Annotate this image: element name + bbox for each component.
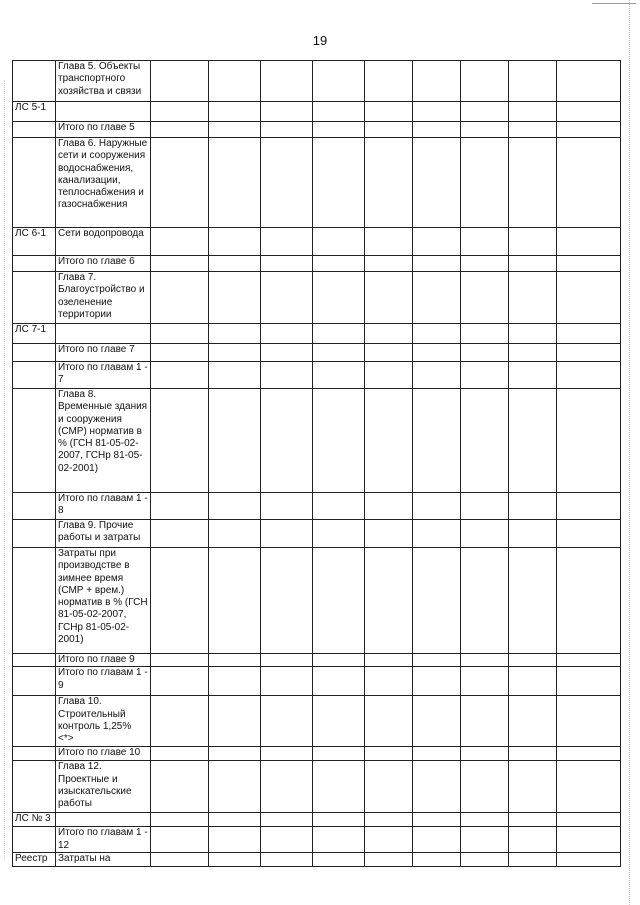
empty-value-cell bbox=[413, 122, 461, 138]
empty-value-cell bbox=[261, 228, 313, 256]
empty-value-cell bbox=[313, 138, 365, 228]
empty-value-cell bbox=[261, 548, 313, 654]
empty-value-cell bbox=[313, 853, 365, 867]
empty-value-cell bbox=[151, 61, 209, 102]
row-code-cell: ЛС 6-1 bbox=[13, 228, 56, 256]
empty-value-cell bbox=[509, 747, 557, 761]
row-code-cell: Реестр bbox=[13, 853, 56, 867]
empty-value-cell bbox=[209, 761, 261, 813]
empty-value-cell bbox=[509, 272, 557, 324]
row-code-cell bbox=[13, 138, 56, 228]
empty-value-cell bbox=[557, 389, 621, 493]
empty-value-cell bbox=[413, 324, 461, 344]
empty-value-cell bbox=[151, 344, 209, 362]
row-code-cell bbox=[13, 827, 56, 853]
empty-value-cell bbox=[209, 667, 261, 696]
empty-value-cell bbox=[151, 667, 209, 696]
table-row bbox=[13, 654, 621, 667]
empty-value-cell bbox=[209, 696, 261, 747]
row-name-cell bbox=[56, 813, 151, 827]
empty-value-cell bbox=[365, 344, 413, 362]
empty-value-cell bbox=[261, 667, 313, 696]
page-number: 19 bbox=[312, 33, 328, 48]
table-row bbox=[13, 272, 621, 324]
empty-value-cell bbox=[261, 520, 313, 548]
row-code-cell bbox=[13, 761, 56, 813]
empty-value-cell bbox=[209, 122, 261, 138]
empty-value-cell bbox=[151, 122, 209, 138]
empty-value-cell bbox=[413, 389, 461, 493]
empty-value-cell bbox=[509, 102, 557, 122]
empty-value-cell bbox=[461, 344, 509, 362]
row-code-cell bbox=[13, 667, 56, 696]
empty-value-cell bbox=[413, 61, 461, 102]
empty-value-cell bbox=[365, 256, 413, 272]
table-row bbox=[13, 122, 621, 138]
empty-value-cell bbox=[313, 667, 365, 696]
empty-value-cell bbox=[413, 256, 461, 272]
row-name-cell: Итого по главам 1 - 8 bbox=[56, 493, 151, 520]
row-name-cell: Сети водопровода bbox=[56, 228, 151, 256]
empty-value-cell bbox=[461, 667, 509, 696]
empty-value-cell bbox=[461, 493, 509, 520]
empty-value-cell bbox=[313, 324, 365, 344]
row-code-cell bbox=[13, 654, 56, 667]
empty-value-cell bbox=[313, 61, 365, 102]
empty-value-cell bbox=[151, 761, 209, 813]
empty-value-cell bbox=[209, 362, 261, 389]
empty-value-cell bbox=[557, 493, 621, 520]
row-name-cell: Глава 9. Прочие работы и затраты bbox=[56, 520, 151, 548]
empty-value-cell bbox=[151, 827, 209, 853]
empty-value-cell bbox=[261, 813, 313, 827]
empty-value-cell bbox=[509, 761, 557, 813]
empty-value-cell bbox=[261, 256, 313, 272]
empty-value-cell bbox=[261, 138, 313, 228]
empty-value-cell bbox=[557, 813, 621, 827]
empty-value-cell bbox=[413, 654, 461, 667]
table-row bbox=[13, 747, 621, 761]
empty-value-cell bbox=[365, 61, 413, 102]
empty-value-cell bbox=[313, 102, 365, 122]
empty-value-cell bbox=[365, 667, 413, 696]
table-row bbox=[13, 853, 621, 867]
empty-value-cell bbox=[413, 228, 461, 256]
empty-value-cell bbox=[509, 667, 557, 696]
empty-value-cell bbox=[509, 827, 557, 853]
row-name-cell: Итого по главе 6 bbox=[56, 256, 151, 272]
empty-value-cell bbox=[557, 272, 621, 324]
empty-value-cell bbox=[557, 520, 621, 548]
empty-value-cell bbox=[261, 761, 313, 813]
table-row bbox=[13, 520, 621, 548]
empty-value-cell bbox=[261, 853, 313, 867]
empty-value-cell bbox=[209, 228, 261, 256]
empty-value-cell bbox=[509, 138, 557, 228]
empty-value-cell bbox=[151, 362, 209, 389]
empty-value-cell bbox=[365, 122, 413, 138]
empty-value-cell bbox=[365, 654, 413, 667]
empty-value-cell bbox=[365, 520, 413, 548]
empty-value-cell bbox=[461, 813, 509, 827]
empty-value-cell bbox=[365, 696, 413, 747]
empty-value-cell bbox=[413, 827, 461, 853]
empty-value-cell bbox=[365, 853, 413, 867]
row-name-cell bbox=[56, 324, 151, 344]
row-name-cell: Итого по главе 9 bbox=[56, 654, 151, 667]
empty-value-cell bbox=[461, 520, 509, 548]
table-row bbox=[13, 667, 621, 696]
empty-value-cell bbox=[261, 747, 313, 761]
empty-value-cell bbox=[209, 853, 261, 867]
empty-value-cell bbox=[557, 102, 621, 122]
empty-value-cell bbox=[461, 747, 509, 761]
row-name-cell: Глава 6. Наружные сети и сооружения водоснабжения, канализации, теплоснабжения и газоснабжения bbox=[56, 138, 151, 228]
empty-value-cell bbox=[261, 61, 313, 102]
empty-value-cell bbox=[509, 813, 557, 827]
empty-value-cell bbox=[509, 654, 557, 667]
empty-value-cell bbox=[413, 138, 461, 228]
empty-value-cell bbox=[261, 696, 313, 747]
empty-value-cell bbox=[461, 548, 509, 654]
empty-value-cell bbox=[313, 228, 365, 256]
table-row bbox=[13, 813, 621, 827]
row-code-cell bbox=[13, 389, 56, 493]
row-code-cell bbox=[13, 61, 56, 102]
empty-value-cell bbox=[209, 813, 261, 827]
row-code-cell bbox=[13, 362, 56, 389]
empty-value-cell bbox=[313, 654, 365, 667]
empty-value-cell bbox=[151, 324, 209, 344]
empty-value-cell bbox=[313, 493, 365, 520]
table-row bbox=[13, 493, 621, 520]
empty-value-cell bbox=[509, 362, 557, 389]
empty-value-cell bbox=[557, 344, 621, 362]
empty-value-cell bbox=[461, 138, 509, 228]
empty-value-cell bbox=[413, 853, 461, 867]
empty-value-cell bbox=[365, 362, 413, 389]
empty-value-cell bbox=[413, 520, 461, 548]
empty-value-cell bbox=[461, 256, 509, 272]
empty-value-cell bbox=[557, 256, 621, 272]
empty-value-cell bbox=[461, 654, 509, 667]
empty-value-cell bbox=[151, 102, 209, 122]
empty-value-cell bbox=[151, 747, 209, 761]
empty-value-cell bbox=[557, 761, 621, 813]
empty-value-cell bbox=[261, 102, 313, 122]
empty-value-cell bbox=[151, 696, 209, 747]
estimate-table bbox=[12, 60, 621, 867]
empty-value-cell bbox=[365, 493, 413, 520]
scan-left-dots bbox=[4, 80, 5, 860]
empty-value-cell bbox=[461, 362, 509, 389]
empty-value-cell bbox=[509, 548, 557, 654]
empty-value-cell bbox=[557, 827, 621, 853]
empty-value-cell bbox=[151, 813, 209, 827]
empty-value-cell bbox=[209, 493, 261, 520]
row-code-cell bbox=[13, 344, 56, 362]
row-name-cell: Глава 5. Объекты транспортного хозяйства и связи bbox=[56, 61, 151, 102]
row-name-cell: Глава 7. Благоустройство и озеленение территории bbox=[56, 272, 151, 324]
empty-value-cell bbox=[151, 493, 209, 520]
empty-value-cell bbox=[413, 102, 461, 122]
empty-value-cell bbox=[509, 61, 557, 102]
empty-value-cell bbox=[557, 667, 621, 696]
empty-value-cell bbox=[557, 853, 621, 867]
empty-value-cell bbox=[365, 138, 413, 228]
row-code-cell bbox=[13, 272, 56, 324]
empty-value-cell bbox=[461, 122, 509, 138]
empty-value-cell bbox=[313, 256, 365, 272]
table-row bbox=[13, 389, 621, 493]
empty-value-cell bbox=[365, 324, 413, 344]
empty-value-cell bbox=[365, 272, 413, 324]
empty-value-cell bbox=[557, 138, 621, 228]
empty-value-cell bbox=[557, 324, 621, 344]
row-code-cell bbox=[13, 696, 56, 747]
row-name-cell: Глава 12. Проектные и изыскательские работы bbox=[56, 761, 151, 813]
empty-value-cell bbox=[151, 138, 209, 228]
empty-value-cell bbox=[413, 747, 461, 761]
table-row bbox=[13, 138, 621, 228]
empty-value-cell bbox=[557, 122, 621, 138]
empty-value-cell bbox=[509, 324, 557, 344]
empty-value-cell bbox=[209, 548, 261, 654]
empty-value-cell bbox=[509, 228, 557, 256]
table-row bbox=[13, 761, 621, 813]
empty-value-cell bbox=[261, 324, 313, 344]
empty-value-cell bbox=[461, 389, 509, 493]
empty-value-cell bbox=[365, 827, 413, 853]
empty-value-cell bbox=[461, 853, 509, 867]
empty-value-cell bbox=[413, 667, 461, 696]
row-name-cell: Глава 10. Строительный контроль 1,25% <*> bbox=[56, 696, 151, 747]
empty-value-cell bbox=[509, 389, 557, 493]
table-row bbox=[13, 61, 621, 102]
empty-value-cell bbox=[365, 102, 413, 122]
empty-value-cell bbox=[461, 272, 509, 324]
empty-value-cell bbox=[413, 344, 461, 362]
empty-value-cell bbox=[261, 122, 313, 138]
empty-value-cell bbox=[557, 654, 621, 667]
empty-value-cell bbox=[461, 324, 509, 344]
empty-value-cell bbox=[365, 747, 413, 761]
empty-value-cell bbox=[209, 102, 261, 122]
empty-value-cell bbox=[413, 696, 461, 747]
empty-value-cell bbox=[413, 493, 461, 520]
row-code-cell bbox=[13, 548, 56, 654]
row-name-cell: Итого по главам 1 - 9 bbox=[56, 667, 151, 696]
table-row bbox=[13, 548, 621, 654]
table-row bbox=[13, 827, 621, 853]
empty-value-cell bbox=[261, 272, 313, 324]
empty-value-cell bbox=[151, 520, 209, 548]
empty-value-cell bbox=[413, 548, 461, 654]
row-name-cell: Итого по главе 5 bbox=[56, 122, 151, 138]
empty-value-cell bbox=[461, 827, 509, 853]
empty-value-cell bbox=[209, 654, 261, 667]
scan-edge-dots bbox=[629, 0, 640, 905]
empty-value-cell bbox=[209, 324, 261, 344]
row-code-cell bbox=[13, 256, 56, 272]
empty-value-cell bbox=[313, 344, 365, 362]
row-code-cell bbox=[13, 122, 56, 138]
table-row bbox=[13, 228, 621, 256]
row-name-cell: Итого по главам 1 - 7 bbox=[56, 362, 151, 389]
empty-value-cell bbox=[313, 813, 365, 827]
row-name-cell: Глава 8. Временные здания и сооружения (СМР) норматив в % (ГСН 81-05-02-2007, ГСНр 81-05-02-2001) bbox=[56, 389, 151, 493]
empty-value-cell bbox=[509, 493, 557, 520]
empty-value-cell bbox=[209, 272, 261, 324]
row-name-cell: Итого по главам 1 - 12 bbox=[56, 827, 151, 853]
empty-value-cell bbox=[557, 747, 621, 761]
empty-value-cell bbox=[261, 827, 313, 853]
empty-value-cell bbox=[209, 389, 261, 493]
table-row bbox=[13, 102, 621, 122]
empty-value-cell bbox=[557, 61, 621, 102]
empty-value-cell bbox=[313, 761, 365, 813]
empty-value-cell bbox=[557, 548, 621, 654]
empty-value-cell bbox=[313, 827, 365, 853]
empty-value-cell bbox=[461, 228, 509, 256]
row-code-cell bbox=[13, 747, 56, 761]
empty-value-cell bbox=[151, 256, 209, 272]
empty-value-cell bbox=[209, 827, 261, 853]
row-name-cell: Затраты на bbox=[56, 853, 151, 867]
empty-value-cell bbox=[151, 654, 209, 667]
empty-value-cell bbox=[557, 362, 621, 389]
empty-value-cell bbox=[313, 520, 365, 548]
table-row bbox=[13, 324, 621, 344]
row-code-cell bbox=[13, 493, 56, 520]
empty-value-cell bbox=[413, 813, 461, 827]
table-row bbox=[13, 256, 621, 272]
empty-value-cell bbox=[413, 362, 461, 389]
empty-value-cell bbox=[209, 138, 261, 228]
table-row bbox=[13, 362, 621, 389]
empty-value-cell bbox=[151, 228, 209, 256]
empty-value-cell bbox=[461, 761, 509, 813]
empty-value-cell bbox=[313, 272, 365, 324]
empty-value-cell bbox=[557, 228, 621, 256]
row-code-cell: ЛС № 3 bbox=[13, 813, 56, 827]
empty-value-cell bbox=[209, 61, 261, 102]
empty-value-cell bbox=[509, 122, 557, 138]
empty-value-cell bbox=[313, 696, 365, 747]
empty-value-cell bbox=[509, 344, 557, 362]
empty-value-cell bbox=[261, 362, 313, 389]
empty-value-cell bbox=[509, 256, 557, 272]
row-code-cell: ЛС 5-1 bbox=[13, 102, 56, 122]
row-name-cell bbox=[56, 102, 151, 122]
empty-value-cell bbox=[365, 389, 413, 493]
empty-value-cell bbox=[261, 389, 313, 493]
empty-value-cell bbox=[209, 520, 261, 548]
empty-value-cell bbox=[365, 548, 413, 654]
empty-value-cell bbox=[509, 696, 557, 747]
empty-value-cell bbox=[313, 747, 365, 761]
table-row bbox=[13, 344, 621, 362]
empty-value-cell bbox=[313, 122, 365, 138]
empty-value-cell bbox=[509, 853, 557, 867]
row-name-cell: Затраты при производстве в зимнее время (СМР + врем.) норматив в % (ГСН 81-05-02-2007, ГСНр 81-05-02-2001) bbox=[56, 548, 151, 654]
row-name-cell: Итого по главе 10 bbox=[56, 747, 151, 761]
empty-value-cell bbox=[209, 256, 261, 272]
empty-value-cell bbox=[151, 272, 209, 324]
empty-value-cell bbox=[151, 853, 209, 867]
empty-value-cell bbox=[261, 493, 313, 520]
empty-value-cell bbox=[461, 61, 509, 102]
empty-value-cell bbox=[365, 813, 413, 827]
empty-value-cell bbox=[413, 272, 461, 324]
empty-value-cell bbox=[151, 389, 209, 493]
empty-value-cell bbox=[209, 344, 261, 362]
empty-value-cell bbox=[365, 761, 413, 813]
table-row bbox=[13, 696, 621, 747]
empty-value-cell bbox=[209, 747, 261, 761]
empty-value-cell bbox=[509, 520, 557, 548]
empty-value-cell bbox=[261, 344, 313, 362]
row-code-cell: ЛС 7-1 bbox=[13, 324, 56, 344]
empty-value-cell bbox=[151, 548, 209, 654]
empty-value-cell bbox=[413, 761, 461, 813]
empty-value-cell bbox=[261, 654, 313, 667]
empty-value-cell bbox=[461, 696, 509, 747]
empty-value-cell bbox=[557, 696, 621, 747]
empty-value-cell bbox=[313, 548, 365, 654]
empty-value-cell bbox=[461, 102, 509, 122]
row-name-cell: Итого по главе 7 bbox=[56, 344, 151, 362]
empty-value-cell bbox=[313, 362, 365, 389]
empty-value-cell bbox=[365, 228, 413, 256]
row-code-cell bbox=[13, 520, 56, 548]
empty-value-cell bbox=[313, 389, 365, 493]
